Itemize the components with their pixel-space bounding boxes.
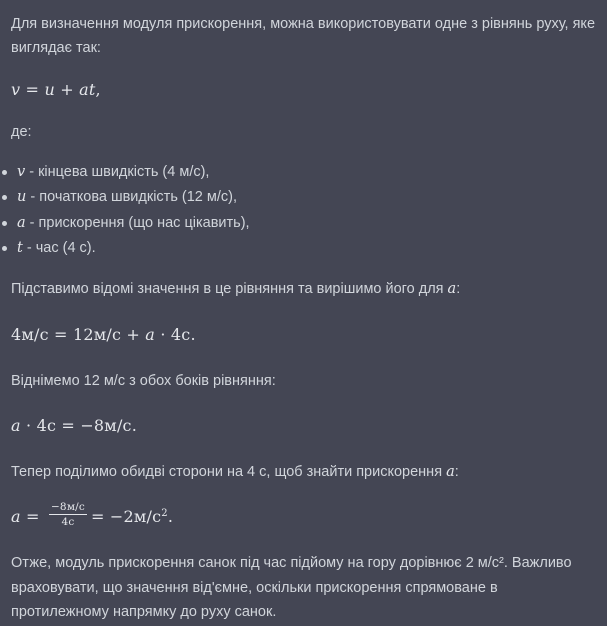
substitute-text: Підставимо відомі значення в це рівняння та вирішимо його для: [11, 281, 448, 298]
result-value: = −2м/с: [91, 507, 162, 527]
where-label: де:: [11, 123, 32, 140]
equation-comma: ,: [95, 79, 101, 99]
definition-text: - кінцева швидкість (4 м/с),: [25, 163, 210, 180]
equals-sign: =: [20, 79, 45, 99]
list-item: [11, 160, 596, 184]
fraction-denominator: 4с: [61, 516, 75, 529]
equation-result: [11, 501, 596, 531]
list-item: [11, 185, 596, 209]
plus-sign: +: [54, 79, 80, 99]
equation-rest: · 4с = −8м/с.: [20, 415, 137, 435]
definition-symbol: a: [17, 214, 26, 231]
divide-colon: :: [454, 463, 459, 480]
var-v: v: [11, 79, 21, 99]
equals-sign: =: [20, 507, 45, 527]
definition-symbol: t: [17, 240, 23, 257]
equation-substituted: [11, 322, 596, 349]
equation-subtracted: [11, 413, 596, 440]
var-a: a: [11, 415, 21, 435]
definitions-list: [11, 160, 596, 260]
assistant-message: [11, 12, 596, 624]
substitute-colon: :: [456, 281, 461, 298]
conclusion-paragraph: Отже, модуль прискорення санок під час підйому на гору дорівнює 2 м/с². Важливо враховувати, що значення від'ємне, оскільки прискорення спрямоване в протилежному напрямку до руху санок.: [11, 555, 572, 621]
equation-rhs: · 4с.: [155, 324, 196, 344]
var-a: a: [145, 324, 156, 344]
definition-text: - прискорення (що нас цікавить),: [25, 214, 250, 231]
list-item: [11, 236, 596, 260]
intro-paragraph: Для визначення модуля прискорення, можна використовувати одне з рівнянь руху, яке виглядає так:: [11, 16, 596, 57]
definition-text: - час (4 с).: [22, 240, 96, 257]
var-a: a: [11, 507, 21, 527]
definition-symbol: v: [17, 163, 26, 180]
equation-lhs: 4м/с = 12м/с +: [11, 324, 146, 344]
var-u: u: [44, 79, 55, 99]
result-period: .: [167, 507, 174, 527]
subtract-paragraph: Віднімемо 12 м/с з обох боків рівняння:: [11, 372, 276, 389]
var-at: at: [79, 79, 96, 99]
list-item: [11, 211, 596, 235]
fraction: [49, 501, 87, 528]
equation-of-motion: [11, 77, 596, 104]
substitute-symbol: a: [447, 281, 457, 298]
definition-symbol: u: [17, 189, 27, 206]
result-exponent: 2: [161, 508, 168, 520]
substitute-paragraph: [11, 277, 596, 301]
definition-text: - початкова швидкість (12 м/с),: [26, 189, 237, 206]
divide-text: Тепер поділимо обидві сторони на 4 с, щоб знайти прискорення: [11, 463, 447, 480]
divide-paragraph: [11, 460, 596, 484]
divide-symbol: a: [446, 463, 455, 480]
fraction-numerator: −8м/с: [49, 501, 87, 515]
